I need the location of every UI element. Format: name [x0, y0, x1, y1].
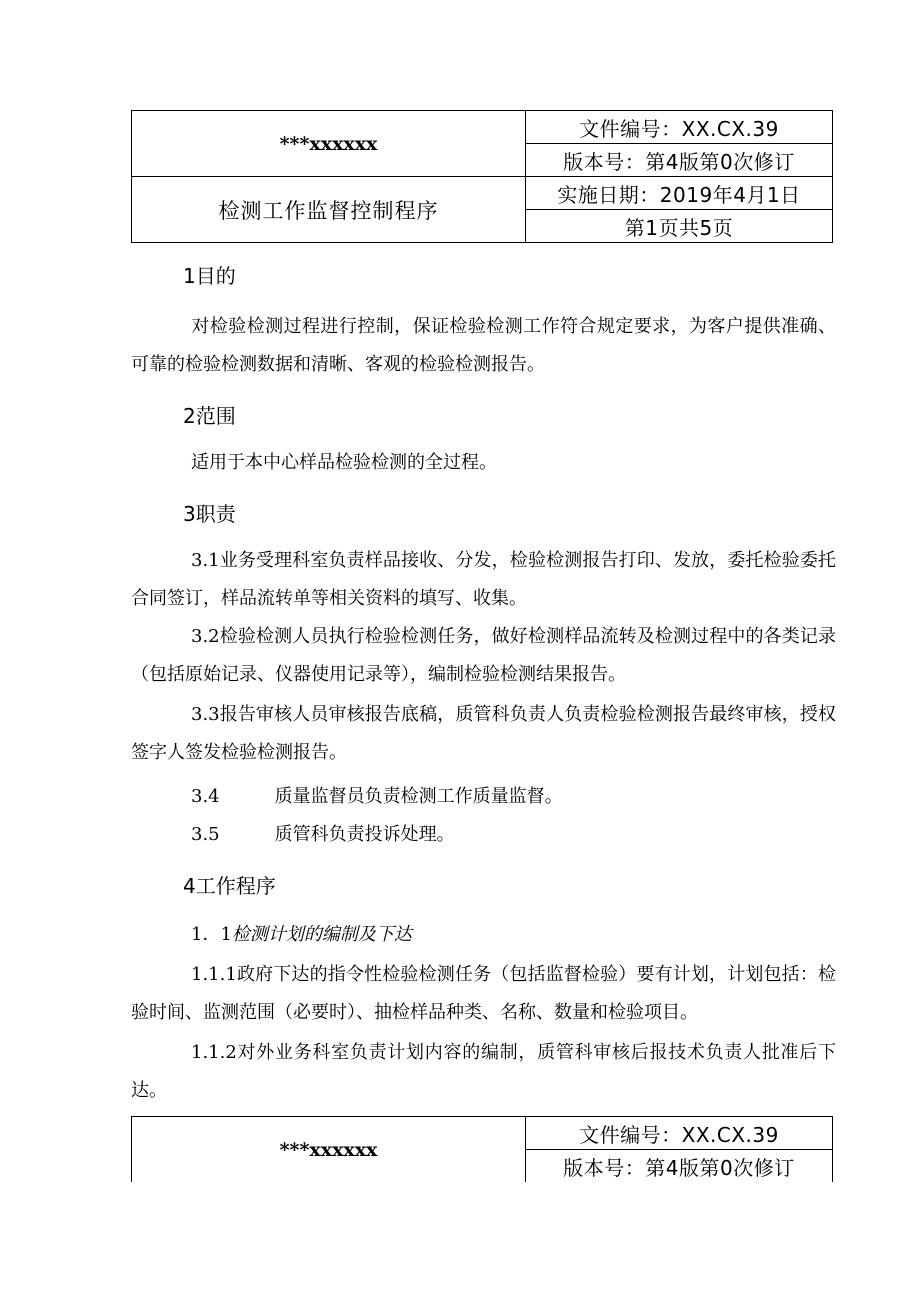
document-title: 检测工作监督控制程序	[132, 177, 526, 243]
page-info: 第1页共5页	[526, 210, 833, 243]
section-2-body: 适用于本中心样品检验检测的全过程。	[191, 452, 497, 473]
section-4-1-heading: 1．1检测计划的编制及下达	[191, 924, 412, 945]
document-header-table	[131, 110, 833, 243]
effective-date: 实施日期：2019年4月1日	[526, 177, 833, 210]
section-4-1-2: 1.1.2对外业务科室负责计划内容的编制，质管科审核后报技术负责人批准后下达。	[131, 1042, 836, 1101]
section-1-body: 对检验检测过程进行控制，保证检验检测工作符合规定要求，为客户提供准确、可靠的检验检测数据和清晰、客观的检验检测报告。	[131, 316, 836, 375]
next-page-document-number: 文件编号：XX.CX.39	[526, 1117, 833, 1150]
section-3-2: 3.2检验检测人员执行检验检测任务，做好检测样品流转及检测过程中的各类记录（包括原始记录、仪器使用记录等），编制检验检测结果报告。	[131, 626, 836, 685]
organization-name: ***xxxxxx	[132, 111, 526, 177]
section-3-1: 3.1业务受理科室负责样品接收、分发，检验检测报告打印、发放，委托检验委托合同签订，样品流转单等相关资料的填写、收集。	[131, 550, 836, 609]
section-1-heading: 1目的	[183, 264, 236, 288]
next-page-version-number: 版本号：第4版第0次修订	[526, 1150, 833, 1183]
section-3-4: 3.4 质量监督员负责检测工作质量监督。	[191, 786, 563, 807]
section-3-3: 3.3报告审核人员审核报告底稿，质管科负责人负责检验检测报告最终审核，授权签字人签发检验检测报告。	[131, 704, 836, 763]
version-number: 版本号：第4版第0次修订	[526, 144, 833, 177]
section-3-5: 3.5 质管科负责投诉处理。	[191, 824, 455, 845]
next-page-header-table	[131, 1116, 833, 1182]
section-4-heading: 4工作程序	[183, 874, 276, 898]
next-page-organization-name: ***xxxxxx	[132, 1117, 526, 1183]
document-number: 文件编号：XX.CX.39	[526, 111, 833, 144]
section-3-heading: 3职责	[183, 502, 236, 526]
section-2-heading: 2范围	[183, 404, 236, 428]
section-4-1-1: 1.1.1政府下达的指令性检验检测任务（包括监督检验）要有计划，计划包括：检验时间、监测范围（必要时）、抽检样品种类、名称、数量和检验项目。	[131, 964, 836, 1023]
